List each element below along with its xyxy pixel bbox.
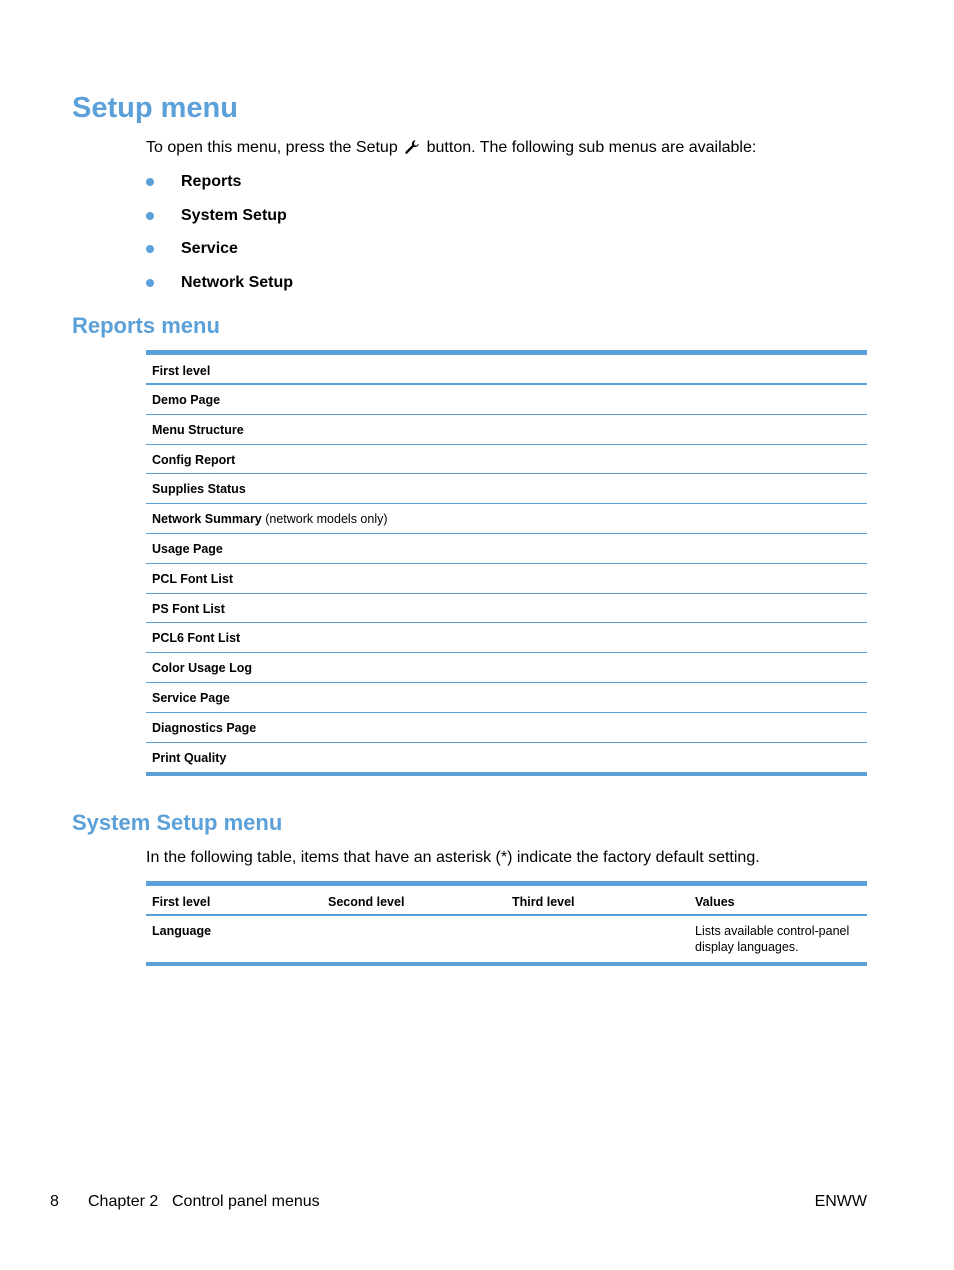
table-cell <box>152 661 252 675</box>
table-bottom-rule <box>146 772 867 776</box>
table-cell <box>152 602 225 616</box>
table-cell <box>152 423 244 437</box>
table-row <box>146 474 867 504</box>
header-third-level: Third level <box>512 895 575 909</box>
table-row <box>146 385 867 415</box>
table-cell <box>152 721 256 735</box>
cell-label: Service Page <box>152 690 230 705</box>
bullet-icon <box>146 245 154 253</box>
cell-label: Print Quality <box>152 750 227 765</box>
footer-chapter-title: Control panel menus <box>172 1193 320 1210</box>
table-row <box>146 713 867 743</box>
table-row <box>146 445 867 475</box>
table-cell <box>152 453 235 467</box>
cell-label: Color Usage Log <box>152 661 253 676</box>
header-first-level: First level <box>152 895 211 909</box>
table-row <box>146 564 867 594</box>
cell-label: Network Summary <box>152 512 262 527</box>
cell-values-line2: display languages. <box>695 940 799 954</box>
cell-note: (network models only) <box>261 512 388 527</box>
table-bottom-rule <box>146 962 867 966</box>
header-second-level: Second level <box>328 895 405 909</box>
table-row <box>146 534 867 564</box>
table-row <box>146 504 867 534</box>
cell-values-line1: Lists available control-panel <box>695 924 850 938</box>
system-setup-table <box>146 881 867 966</box>
table-cell <box>152 691 230 705</box>
cell-label: Usage Page <box>152 541 223 556</box>
table-row <box>146 653 867 683</box>
cell-label: Diagnostics Page <box>152 720 257 735</box>
table-cell <box>152 542 223 556</box>
cell-label: PCL6 Font List <box>152 631 241 646</box>
intro-paragraph <box>146 138 756 158</box>
wrench-icon <box>404 139 420 155</box>
table-cell <box>152 631 240 645</box>
bullet-icon <box>146 279 154 287</box>
footer-chapter: Chapter 2 <box>88 1193 159 1210</box>
table-row <box>146 916 867 962</box>
table-row <box>146 683 867 713</box>
table-row <box>146 623 867 653</box>
reports-table <box>146 350 867 776</box>
system-setup-paragraph: In the following table, items that have an asterisk (*) indicate the factory default setting. <box>146 849 760 866</box>
cell-label: Config Report <box>152 452 236 467</box>
page-number: 8 <box>50 1193 59 1210</box>
cell-label: Menu Structure <box>152 422 244 437</box>
footer-enww: ENWW <box>814 1193 867 1210</box>
header-first-level: First level <box>152 364 211 378</box>
table-cell <box>152 572 233 586</box>
cell-label: PS Font List <box>152 601 225 616</box>
system-setup-heading: System Setup menu <box>72 810 283 835</box>
bullet-icon <box>146 178 154 186</box>
table-row <box>146 415 867 445</box>
table-header <box>146 886 867 916</box>
cell-first-level: Language <box>152 924 212 938</box>
table-cell <box>152 482 246 496</box>
table-row <box>146 743 867 773</box>
table-header <box>146 355 867 385</box>
table-cell <box>152 393 220 407</box>
table-cell <box>152 512 388 526</box>
cell-label: Supplies Status <box>152 482 246 497</box>
reports-heading: Reports menu <box>72 313 220 338</box>
intro-text-after: button. The following sub menus are available: <box>426 139 757 156</box>
intro-text-before: To open this menu, press the Setup <box>146 139 398 156</box>
page-title: Setup menu <box>72 92 238 124</box>
header-values: Values <box>695 895 735 909</box>
cell-label: Demo Page <box>152 393 221 407</box>
table-body <box>146 385 867 772</box>
table-row <box>146 594 867 624</box>
bullet-icon <box>146 212 154 220</box>
table-cell <box>152 751 226 765</box>
cell-label: PCL Font List <box>152 571 234 586</box>
